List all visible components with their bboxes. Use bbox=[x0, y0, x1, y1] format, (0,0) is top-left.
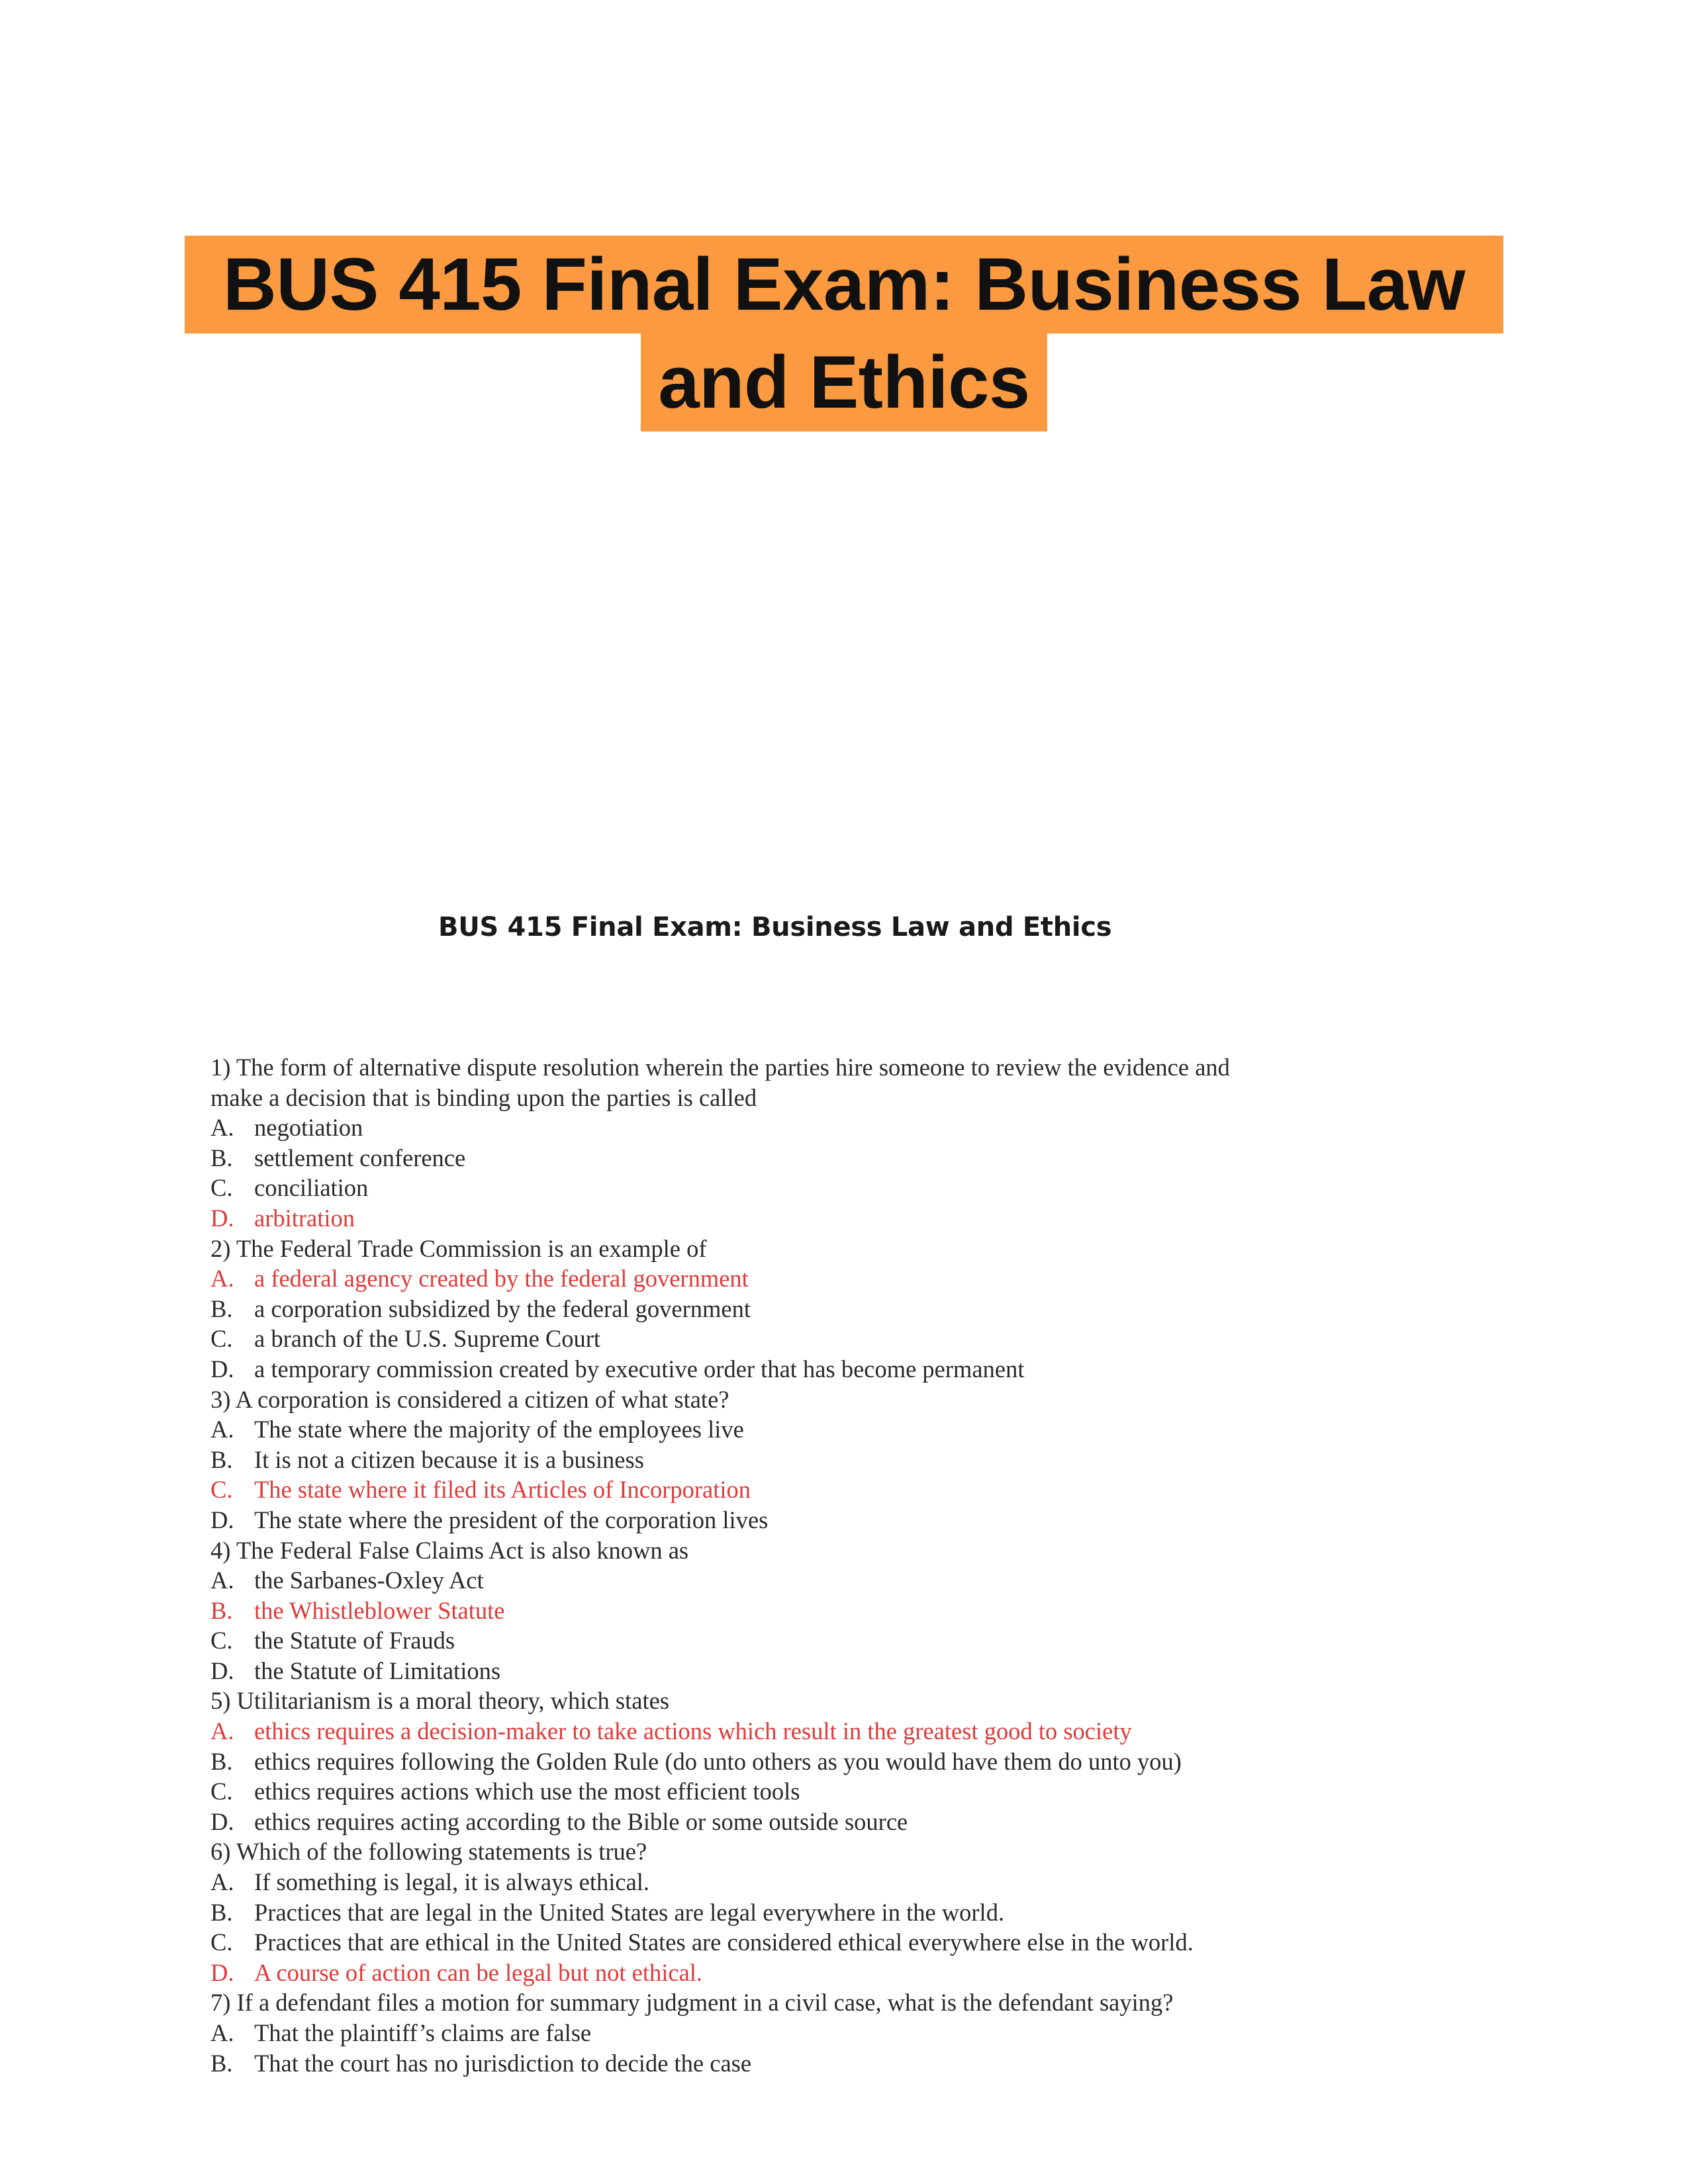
option-text: It is not a citizen because it is a business bbox=[254, 1445, 644, 1473]
question-block bbox=[211, 1987, 1243, 2078]
option-text: arbitration bbox=[254, 1204, 355, 1232]
option-text: the Whistleblower Statute bbox=[254, 1596, 505, 1624]
option-text: A course of action can be legal but not ethical. bbox=[254, 1958, 703, 1986]
option-letter: C. bbox=[211, 1627, 233, 1655]
answer-option-correct bbox=[211, 1596, 1243, 1626]
option-text: the Statute of Limitations bbox=[254, 1657, 501, 1684]
question-block bbox=[211, 1052, 1243, 1234]
answer-option bbox=[211, 1143, 1243, 1173]
question-block bbox=[211, 1535, 1243, 1686]
option-letter: B. bbox=[211, 1596, 233, 1624]
answer-option bbox=[211, 1113, 1243, 1143]
answer-option bbox=[211, 1927, 1243, 1958]
answer-option bbox=[211, 1747, 1243, 1777]
answer-option bbox=[211, 1897, 1243, 1928]
question-block bbox=[211, 1234, 1243, 1385]
answer-option-correct bbox=[211, 1958, 1243, 1988]
option-letter: D. bbox=[211, 1958, 234, 1986]
option-text: a temporary commission created by executive order that has become permanent bbox=[254, 1355, 1025, 1383]
option-letter: D. bbox=[211, 1355, 234, 1383]
answer-option bbox=[211, 1867, 1243, 1897]
question-block bbox=[211, 1837, 1243, 1987]
option-text: the Sarbanes-Oxley Act bbox=[254, 1567, 484, 1594]
option-letter: D. bbox=[211, 1657, 234, 1684]
option-letter: A. bbox=[211, 1567, 234, 1594]
question-text: 4) The Federal False Claims Act is also known as bbox=[211, 1536, 689, 1564]
option-text: The state where the majority of the employees live bbox=[254, 1416, 744, 1443]
question-text: 7) If a defendant files a motion for summary judgment in a civil case, what is the defendant saying? bbox=[211, 1989, 1174, 2017]
option-letter: B. bbox=[211, 1144, 233, 1171]
option-letter: D. bbox=[211, 1506, 234, 1533]
question-block bbox=[211, 1385, 1243, 1535]
option-text: settlement conference bbox=[254, 1144, 466, 1171]
option-text: a corporation subsidized by the federal government bbox=[254, 1295, 751, 1322]
answer-option bbox=[211, 1173, 1243, 1203]
option-text: That the court has no jurisdiction to decide the case bbox=[254, 2049, 752, 2077]
question-block bbox=[211, 1686, 1243, 1837]
question-text: 6) Which of the following statements is true? bbox=[211, 1838, 647, 1866]
answer-option bbox=[211, 1324, 1243, 1354]
option-letter: B. bbox=[211, 1747, 233, 1775]
option-letter: C. bbox=[211, 1778, 233, 1805]
option-letter: C. bbox=[211, 1325, 233, 1353]
option-letter: C. bbox=[211, 1174, 233, 1202]
option-text: Practices that are legal in the United States are legal everywhere in the world. bbox=[254, 1898, 1005, 1926]
answer-option-correct bbox=[211, 1716, 1243, 1747]
option-letter: B. bbox=[211, 1295, 233, 1322]
option-text: ethics requires acting according to the Bible or some outside source bbox=[254, 1807, 908, 1835]
answer-option bbox=[211, 2048, 1243, 2079]
option-text: The state where the president of the corporation lives bbox=[254, 1506, 769, 1533]
option-letter: D. bbox=[211, 1204, 234, 1232]
answer-option bbox=[211, 1807, 1243, 1837]
option-letter: B. bbox=[211, 1898, 233, 1926]
banner-title-line-1: BUS 415 Final Exam: Business Law bbox=[185, 236, 1503, 334]
option-letter: B. bbox=[211, 2049, 233, 2077]
question-text: 2) The Federal Trade Commission is an example of bbox=[211, 1234, 707, 1262]
answer-option bbox=[211, 1354, 1243, 1385]
option-letter: A. bbox=[211, 1416, 234, 1443]
option-letter: A. bbox=[211, 1868, 234, 1896]
answer-option bbox=[211, 1776, 1243, 1807]
option-text: a federal agency created by the federal government bbox=[254, 1265, 749, 1293]
option-text: the Statute of Frauds bbox=[254, 1627, 455, 1655]
option-letter: A. bbox=[211, 1265, 234, 1293]
option-text: That the plaintiff’s claims are false bbox=[254, 2019, 592, 2046]
option-text: ethics requires following the Golden Rule (do unto others as you would have them do unto you) bbox=[254, 1747, 1182, 1775]
question-text: 5) Utilitarianism is a moral theory, which states bbox=[211, 1687, 670, 1715]
option-text: ethics requires actions which use the most efficient tools bbox=[254, 1778, 800, 1805]
answer-option-correct bbox=[211, 1475, 1243, 1505]
answer-option-correct bbox=[211, 1263, 1243, 1294]
option-letter: D. bbox=[211, 1807, 234, 1835]
option-letter: C. bbox=[211, 1929, 233, 1956]
option-letter: A. bbox=[211, 1114, 234, 1142]
exam-questions bbox=[211, 1052, 1243, 2078]
question-text: 1) The form of alternative dispute resolution wherein the parties hire someone to review the evidence and make a decision that is binding upon the parties is called bbox=[211, 1054, 1230, 1111]
option-text: negotiation bbox=[254, 1114, 363, 1142]
answer-option bbox=[211, 1625, 1243, 1656]
option-letter: A. bbox=[211, 2019, 234, 2046]
option-letter: C. bbox=[211, 1476, 233, 1504]
option-letter: A. bbox=[211, 1717, 234, 1745]
answer-option bbox=[211, 1445, 1243, 1475]
answer-option bbox=[211, 1565, 1243, 1596]
answer-option bbox=[211, 2018, 1243, 2048]
document-title: BUS 415 Final Exam: Business Law and Ethics bbox=[438, 912, 1112, 942]
answer-option bbox=[211, 1505, 1243, 1535]
answer-option bbox=[211, 1656, 1243, 1686]
answer-option-correct bbox=[211, 1203, 1243, 1234]
option-letter: B. bbox=[211, 1445, 233, 1473]
answer-option bbox=[211, 1294, 1243, 1324]
option-text: a branch of the U.S. Supreme Court bbox=[254, 1325, 601, 1353]
option-text: The state where it filed its Articles of Incorporation bbox=[254, 1476, 751, 1504]
option-text: conciliation bbox=[254, 1174, 369, 1202]
answer-option bbox=[211, 1414, 1243, 1445]
option-text: If something is legal, it is always ethical. bbox=[254, 1868, 650, 1896]
banner-title-line-2: and Ethics bbox=[641, 334, 1047, 432]
option-text: Practices that are ethical in the United States are considered ethical everywhere else in the world. bbox=[254, 1929, 1194, 1956]
title-banner bbox=[0, 236, 1688, 432]
option-text: ethics requires a decision-maker to take actions which result in the greatest good to society bbox=[254, 1717, 1132, 1745]
question-text: 3) A corporation is considered a citizen of what state? bbox=[211, 1385, 729, 1413]
